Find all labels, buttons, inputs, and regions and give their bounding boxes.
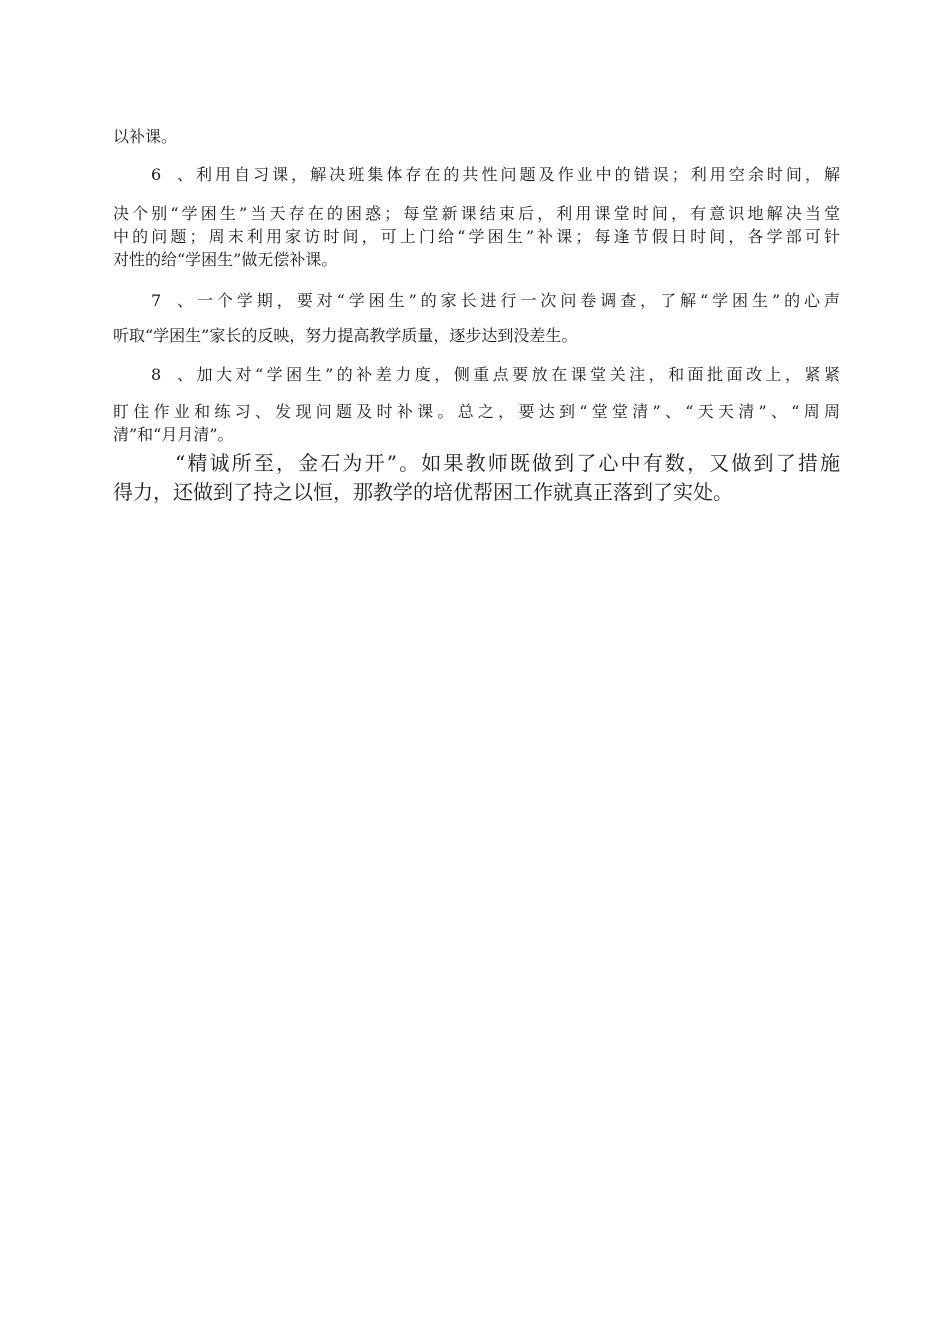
list-item-6-text-2: 决个别“学困生”当天存在的困惑；每堂新课结束后，利用课堂时间，有意识地解决当堂 (113, 204, 840, 223)
closing-text-1: “精诚所至，金石为开”。如果教师既做到了心中有数，又做到了措施 (175, 451, 840, 475)
list-item-6-line-4 (113, 249, 840, 271)
list-item-6-line-2 (113, 203, 840, 225)
list-item-8-text-3: 清”和“月月清”。 (113, 425, 234, 444)
list-item-6-line-3 (113, 226, 840, 248)
list-item-7-text-2: 听取“学困生”家长的反映，努力提高教学质量，逐步达到没差生。 (113, 326, 578, 345)
list-item-8-line-2 (113, 401, 840, 423)
list-item-8-line-3 (113, 424, 840, 446)
list-item-7-line-2 (113, 325, 840, 347)
list-item-8-line-1 (113, 364, 840, 386)
closing-paragraph-line-2 (113, 477, 840, 507)
list-item-7-line-1 (113, 290, 840, 312)
list-item-6-line-1 (113, 164, 840, 186)
list-item-8-number: 8、 (151, 365, 193, 384)
closing-text-2: 得力，还做到了持之以恒，那教学的培优帮困工作就真正落到了实处。 (113, 480, 733, 504)
list-item-6-text-3: 中的问题；周末利用家访时间，可上门给“学困生”补课；每逢节假日时间，各学部可针 (113, 227, 840, 246)
list-item-8-text-1: 加大对“学困生”的补差力度，侧重点要放在课堂关注，和面批面改上，紧紧 (193, 365, 840, 384)
list-item-6-number: 6、 (151, 165, 193, 184)
list-item-7-text-1: 一个学期，要对“学困生”的家长进行一次问卷调查，了解“学困生”的心声 (193, 291, 840, 310)
list-item-6-text-1: 利用自习课，解决班集体存在的共性问题及作业中的错误；利用空余时间，解 (193, 165, 840, 184)
list-item-6-text-4: 对性的给“学困生”做无偿补课。 (113, 250, 338, 269)
list-item-7-number: 7、 (151, 291, 193, 310)
closing-paragraph-line-1 (113, 448, 840, 478)
continuation-line (113, 126, 840, 148)
list-item-8-text-2: 盯住作业和练习、发现问题及时补课。总之，要达到“堂堂清”、“天天清”、“周周 (113, 402, 840, 421)
continuation-text: 以补课。 (113, 127, 178, 146)
